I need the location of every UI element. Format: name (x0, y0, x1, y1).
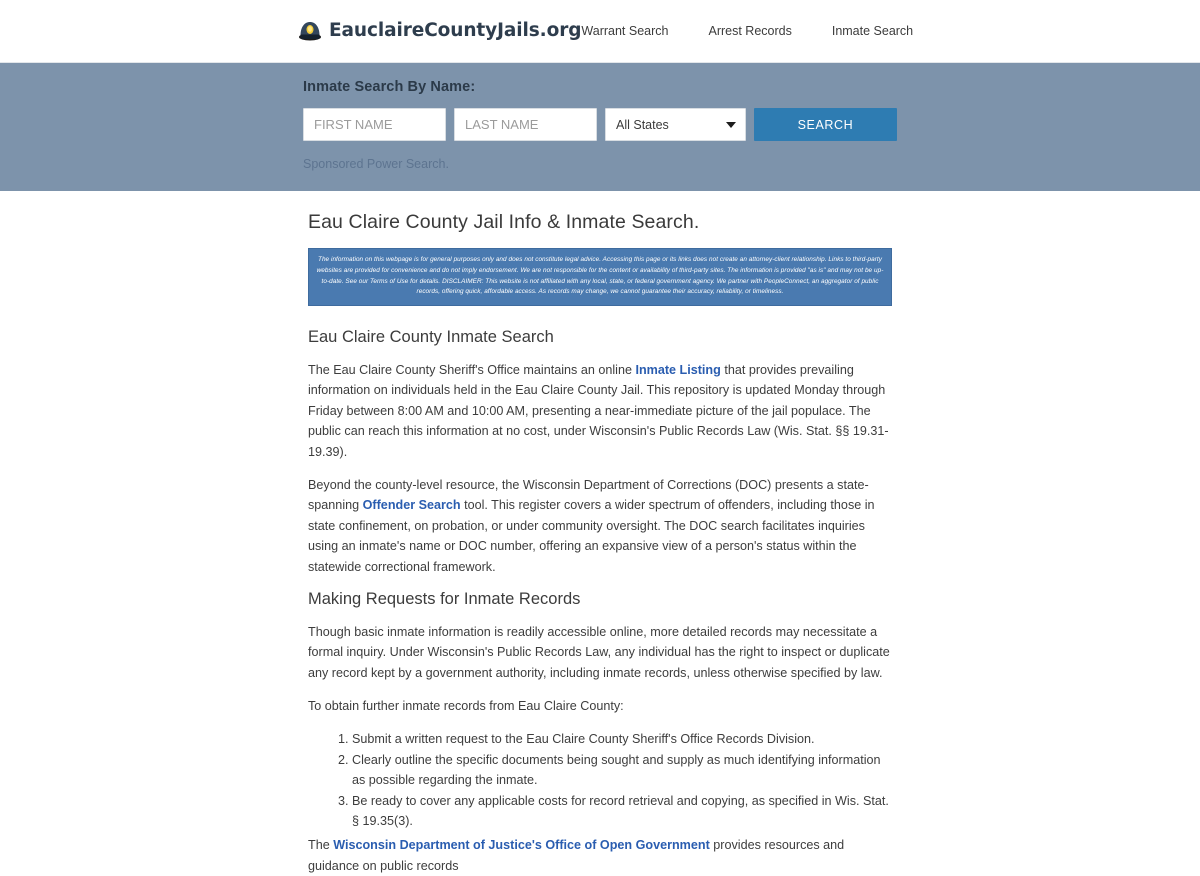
search-form (303, 108, 897, 141)
main-content (0, 191, 1200, 876)
para2-text-before: Beyond the county-level resource, the Wisconsin Department of Corrections (DOC) presents a state-spanning (308, 477, 869, 513)
search-heading: Inmate Search By Name: (303, 79, 476, 95)
offender-search-link[interactable]: Offender Search (362, 498, 461, 513)
nav-item-arrest-records[interactable]: Arrest Records (708, 23, 792, 38)
section-heading-inmate-search: Eau Claire County Inmate Search (308, 328, 554, 346)
para2-text-after: tool. This register covers a wider spectrum of offenders, including those in state confinement, on probation, or under community oversight. The DOC search facilitates inquiries using an inmate's name or DOC number, offering an expansive view of a person's status within the statewide correctional framework. (308, 498, 875, 574)
nav-item-warrant-search[interactable]: Warrant Search (581, 23, 669, 38)
tail-text-after: provides resources and guidance on public records (308, 838, 845, 873)
list-item: 2. Clearly outline the specific documents being sought and supply as much identifying information as possible regarding the inmate. (352, 750, 892, 791)
sponsored-power-search-link[interactable]: Sponsored Power Search. (303, 157, 449, 171)
police-cap-icon (298, 19, 322, 43)
site-header (0, 0, 1200, 62)
primary-nav (581, 24, 913, 38)
header-inner (0, 19, 1200, 43)
brand-logo-link[interactable] (298, 19, 581, 43)
state-select-wrapper (605, 108, 746, 141)
inmate-search-band (0, 62, 1200, 191)
page-title: Eau Claire County Jail Info & Inmate Search. (308, 211, 700, 233)
tail-text-before: The (308, 838, 334, 853)
search-button[interactable]: SEARCH (754, 108, 897, 141)
state-select[interactable] (605, 108, 746, 141)
search-band-inner (0, 79, 1200, 173)
first-name-input[interactable] (303, 108, 446, 141)
para1-text-after: that provides prevailing information on individuals held in the Eau Claire County Jail. This repository is updated Monday through Friday between 8:00 AM and 10:00 AM, presenting a near-immediate picture of the jail populace. The public can reach this information at no cost, under Wisconsin's Public Records Law (Wis. Stat. §§ 19.31-19.39). (308, 363, 889, 459)
paragraph-inmate-listing (308, 360, 892, 462)
para1-text-before: The Eau Claire County Sheriff's Office maintains an online (308, 363, 636, 377)
list-item: 1. Submit a written request to the Eau Claire County Sheriff's Office Records Division. (352, 729, 892, 749)
last-name-input[interactable] (454, 108, 597, 141)
record-request-steps (308, 729, 892, 831)
brand-name: EauclaireCountyJails.org (329, 20, 582, 41)
list-item: 3. Be ready to cover any applicable costs for record retrieval and copying, as specified in Wis. Stat. § 19.35(3). (352, 791, 892, 832)
paragraph-obtain-records-intro: To obtain further inmate records from Eau Claire County: (308, 699, 624, 714)
paragraph-doj-open-government (308, 835, 892, 876)
inmate-listing-link[interactable]: Inmate Listing (635, 363, 721, 377)
nav-item-inmate-search[interactable]: Inmate Search (831, 23, 914, 38)
paragraph-offender-search (308, 475, 892, 577)
paragraph-public-records-law: Though basic inmate information is readily accessible online, more detailed records may necessitate a formal inquiry. Under Wisconsin's Public Records Law, any individual has the right to inspect or duplicate any record kept by a government authority, including inmate records, unless otherwise specified by law. (308, 624, 890, 680)
section-heading-making-requests: Making Requests for Inmate Records (308, 589, 581, 608)
doj-open-government-link[interactable]: Wisconsin Department of Justice's Office of Open Government (333, 838, 710, 853)
legal-disclaimer-box: The information on this webpage is for general purposes only and does not constitute legal advice. Accessing this page or its links does not create an attorney-client relationship. Links to third-party websites are provided for convenience and do not imply endorsement. We are not responsible for the content or availability of third-party sites. The information is provided "as is" and may not be up-to-date. See our Terms of Use for details. DISCLAIMER: This website is not affiliated with any local, state, or federal government agency. We partner with PeopleConnect, an aggregator of public records, offering quick, affordable access. As records may change, we cannot guarantee their accuracy, reliability, or timeliness. (308, 248, 892, 306)
